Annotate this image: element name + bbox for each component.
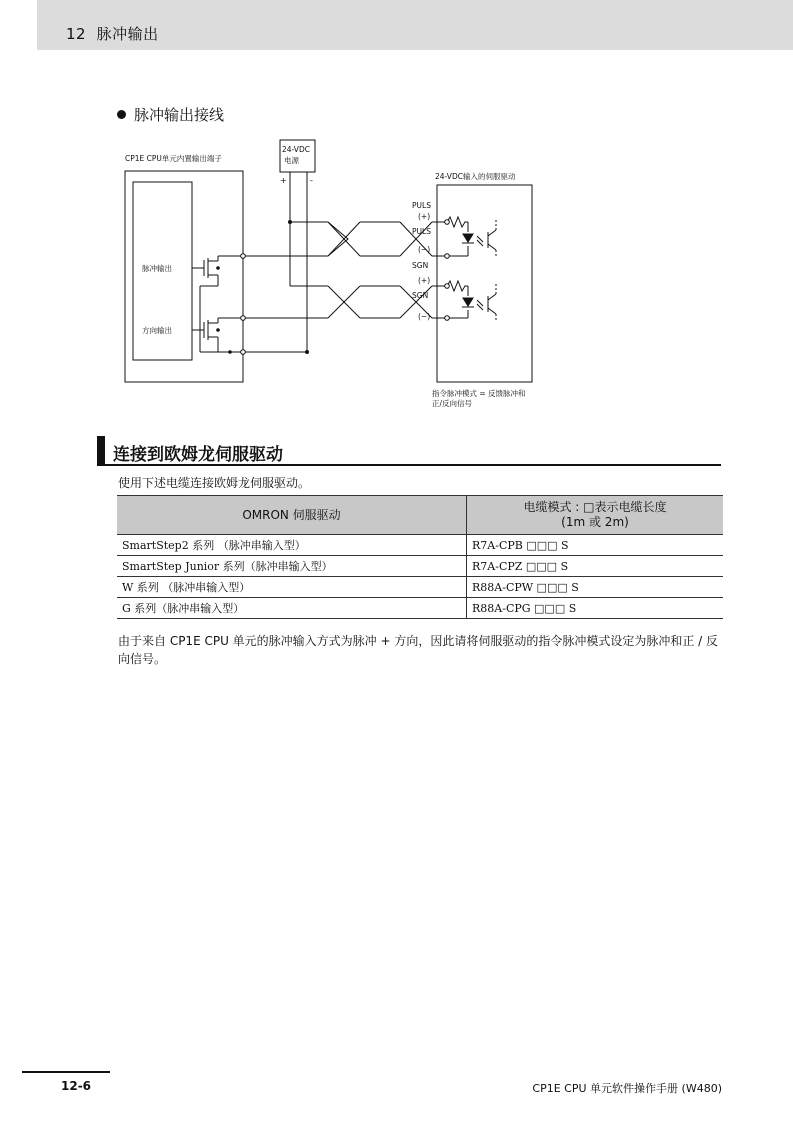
section-heading [97, 436, 721, 466]
cable-cell: R7A-CPZ □□□ S [467, 556, 724, 577]
page-header [66, 23, 159, 44]
cable-cell: R88A-CPG □□□ S [467, 598, 724, 619]
resistor-direction [447, 281, 468, 291]
puls-plus-label: PULS [412, 201, 431, 210]
table-row [117, 577, 723, 598]
power-supply-label-1: 24-VDC [282, 145, 310, 154]
subsection-title: 脉冲输出接线 [134, 106, 225, 124]
table-row [117, 598, 723, 619]
plus-2-label: (+) [418, 276, 431, 285]
header-drive: OMRON 伺服驱动 [117, 496, 467, 535]
minus-1-label: (−) [418, 245, 431, 254]
page-number: 12-6 [61, 1079, 92, 1093]
drive-cell: SmartStep2 系列 （脉冲串输入型） [117, 535, 467, 556]
drive-cell: SmartStep Junior 系列（脉冲串输入型） [117, 556, 467, 577]
closing-text: 由于来自 CP1E CPU 单元的脉冲输入方式为脉冲 + 方向，因此请将伺服驱动的指令脉冲模式设定为脉冲和正 / 反向信号。 [118, 634, 719, 666]
cable-cell: R7A-CPB □□□ S [467, 535, 724, 556]
header-cable-line2: (1m 或 2m) [561, 515, 629, 529]
table-row [117, 556, 723, 577]
optocoupler-direction [462, 284, 496, 322]
optocoupler-pulse [462, 220, 496, 258]
wiring-diagram [100, 130, 560, 415]
subsection-heading [117, 104, 224, 125]
header-cable-line1: 电缆模式 : □表示电缆长度 [523, 500, 667, 514]
cable-cell: R88A-CPW □□□ S [467, 577, 724, 598]
sgn-minus-label: SGN [412, 291, 429, 300]
header-cable [467, 496, 724, 535]
pulse-output-transistor [192, 256, 243, 286]
terminal-block-label: CP1E CPU单元内置输出端子 [125, 154, 222, 163]
puls-minus-label: PULS [412, 227, 431, 236]
cable-table [117, 495, 723, 619]
resistor-pulse [447, 217, 468, 227]
pulse-output-label: 脉冲输出 [142, 264, 172, 273]
footer-rule [22, 1071, 110, 1073]
plus-1-label: (+) [418, 212, 431, 221]
plus-label: + [280, 176, 287, 185]
cpu-terminal-block [125, 171, 243, 382]
servo-label: 24-VDC输入的伺服驱动 [435, 172, 516, 181]
drive-cell: W 系列 （脉冲串输入型） [117, 577, 467, 598]
mode-note-line2: 正/反向信号 [432, 399, 473, 408]
sgn-plus-label: SGN [412, 261, 429, 270]
section-bar [97, 436, 105, 464]
drive-cell: G 系列（脉冲串输入型） [117, 598, 467, 619]
minus-2-label: (−) [418, 312, 431, 321]
section-title: 连接到欧姆龙伺服驱动 [113, 445, 283, 465]
direction-output-transistor [192, 318, 218, 352]
intro-text: 使用下述电缆连接欧姆龙伺服驱动。 [118, 476, 311, 490]
minus-label: - [310, 176, 313, 185]
mode-note-line1: 指令脉冲模式 = 反馈脉冲和 [432, 389, 526, 398]
table-row [117, 535, 723, 556]
manual-title: CP1E CPU 单元软件操作手册 (W480) [532, 1082, 722, 1095]
bullet-icon [117, 110, 126, 119]
power-supply-label-2: 电源 [284, 156, 299, 165]
chapter-number: 12 [66, 25, 87, 43]
chapter-title: 脉冲输出 [96, 25, 159, 43]
direction-output-label: 方向输出 [142, 326, 172, 335]
